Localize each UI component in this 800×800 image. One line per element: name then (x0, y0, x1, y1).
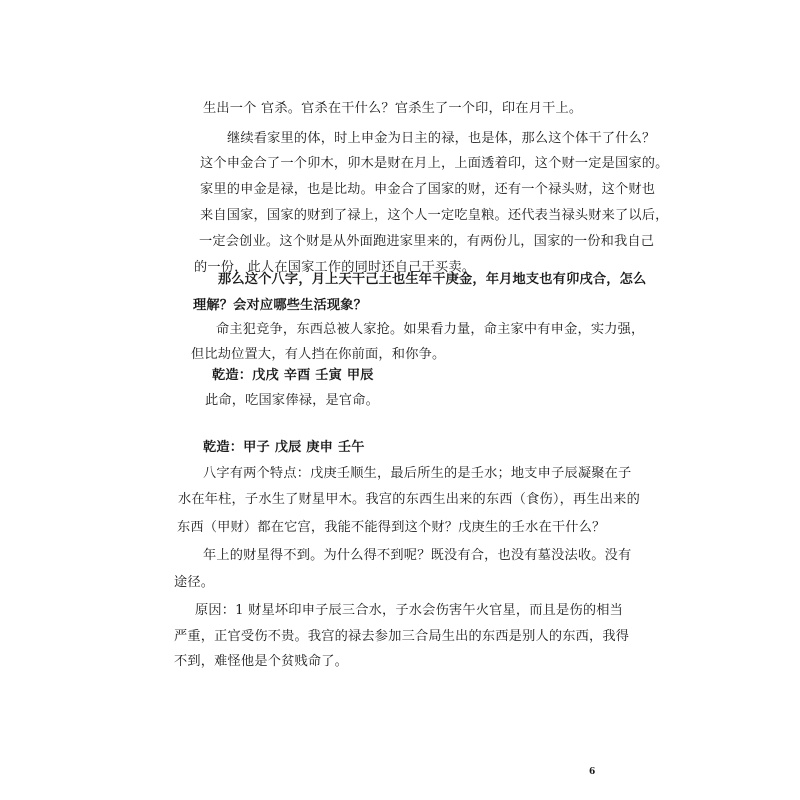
text-line: 原因：1 财星坏印申子辰三合水，子水会伤害午火官星，而且是伤的相当 (195, 603, 623, 618)
text-line: 生出一个 官杀。官杀在干什么？官杀生了一个印，印在月干上。 (203, 101, 583, 116)
page-number: 6 (589, 767, 596, 777)
text-line: 继续看家里的体，时上申金为日主的禄，也是体，那么这个体干了什么？ (227, 131, 656, 146)
text-line: 水在年柱，子水生了财星甲木。我宫的东西生出来的东西（食伤），再生出来的 (178, 492, 640, 507)
text-line: 这个申金合了一个卯木，卯木是财在月上，上面透着印，这个财一定是国家的。 (200, 156, 669, 171)
text-line: 来自国家，国家的财到了禄上，这个人一定吃皇粮。还代表当禄头财来了以后， (200, 208, 669, 223)
text-line: 但比劫位置大，有人挡在你前面，和你争。 (191, 347, 446, 362)
text-line: 那么这个八字，月上天干己土也生年干庚金，年月地支也有卯戌合，怎么 (218, 272, 647, 287)
text-line: 家里的申金是禄，也是比劫。申金合了国家的财，还有一个禄头财，这个财也 (200, 182, 656, 197)
text-line: 不到，难怪他是个贫贱命了。 (174, 654, 349, 669)
text-line: 的一份，此人在国家工作的同时还自己干买卖。 (194, 260, 476, 275)
chart-line-2: 乾造：甲子 戊辰 庚申 壬午 (203, 440, 365, 455)
chart-line-1: 乾造：戊戌 辛酉 壬寅 甲辰 (212, 368, 374, 383)
text-line: 命主犯竞争，东西总被人家抢。如果看力量，命主家中有申金，实力强， (216, 322, 645, 337)
text-line: 此命，吃国家俸禄，是官命。 (205, 393, 380, 408)
text-line: 八字有两个特点：戊庚壬顺生，最后所生的是壬水；地支申子辰凝聚在子 (203, 466, 632, 481)
text-line: 年上的财星得不到。为什么得不到呢？既没有合，也没有墓没法收。没有 (203, 548, 632, 563)
text-line: 严重，正官受伤不贵。我宫的禄去参加三合局生出的东西是别人的东西，我得 (174, 629, 630, 644)
text-line: 途径。 (174, 575, 215, 590)
text-line: 理解？会对应哪些生活现象？ (193, 298, 368, 313)
text-line: 东西（甲财）都在它宫，我能不能得到这个财？戊庚生的壬水在干什么？ (177, 520, 606, 535)
text-line: 一定会创业。这个财是从外面跑进家里来的，有两份儿，国家的一份和我自己 (199, 234, 655, 249)
